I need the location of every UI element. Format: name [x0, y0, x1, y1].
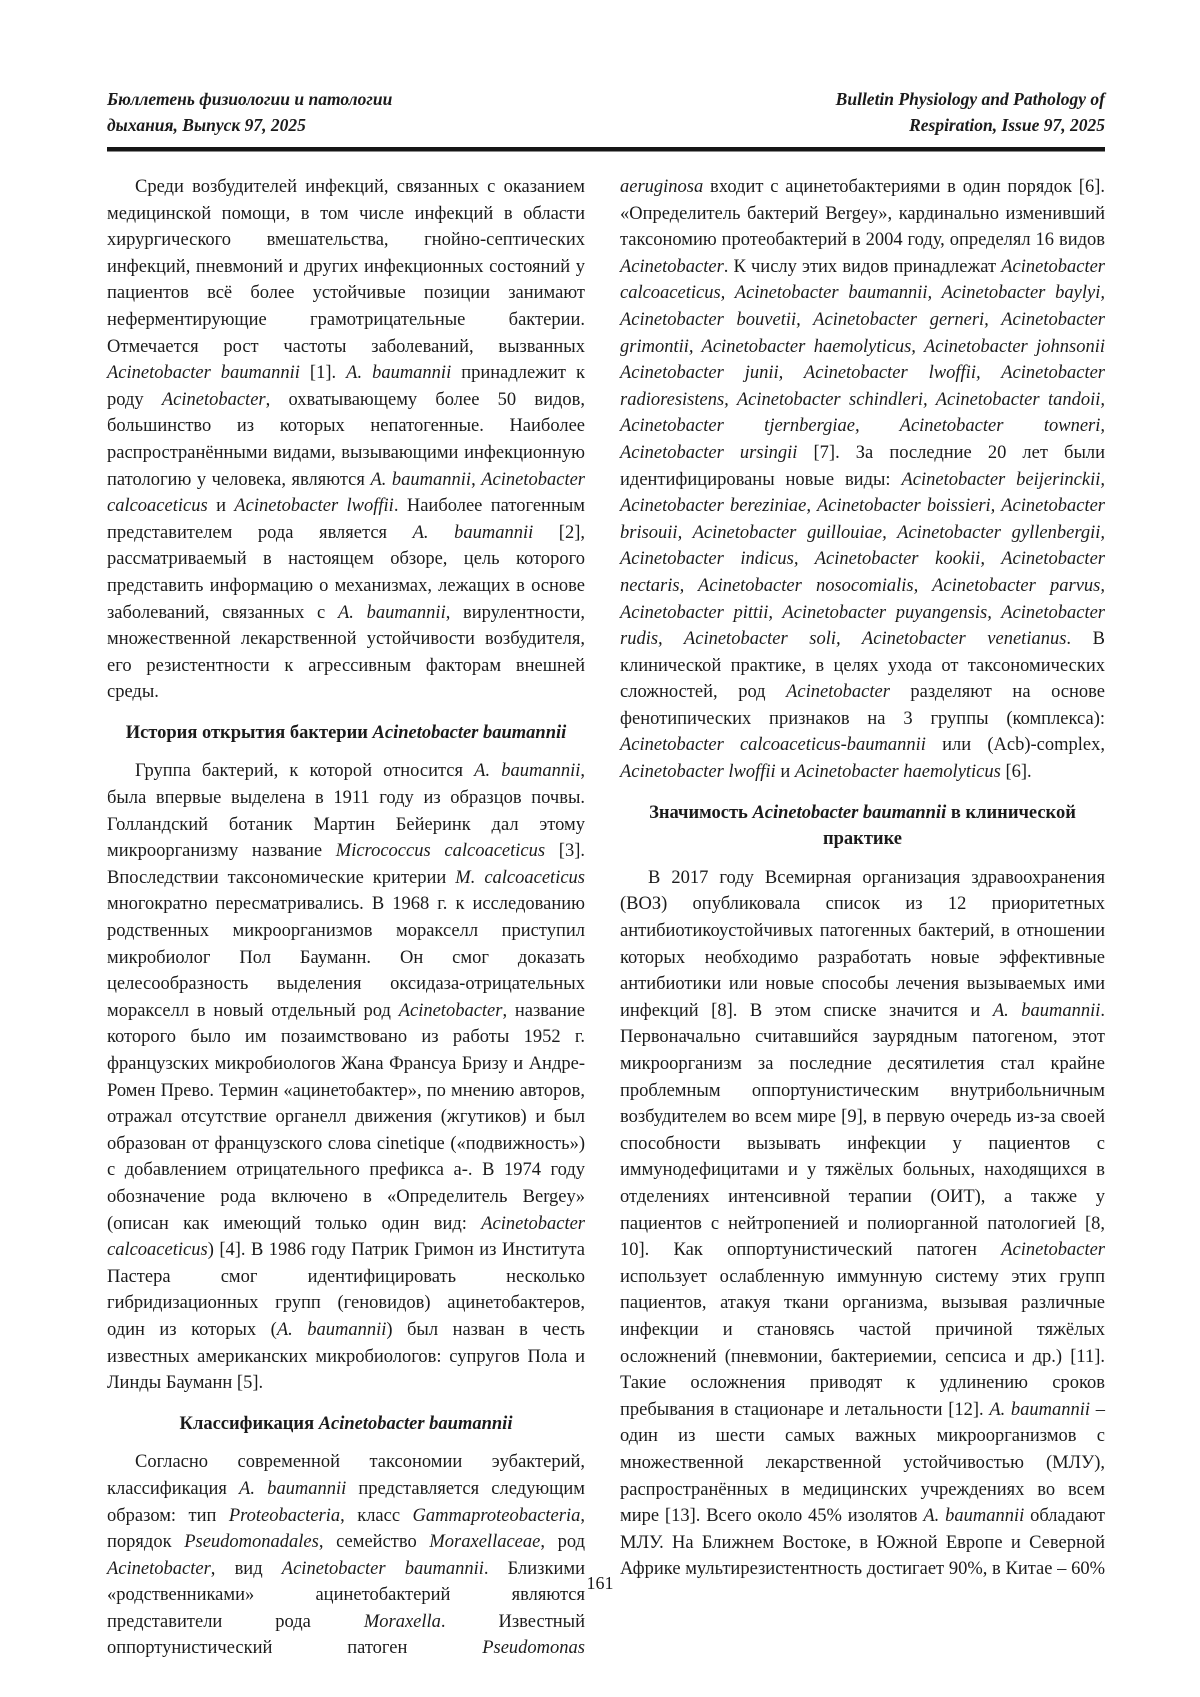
text-run: ) был назван в честь известных американских микробиологов: супругов Пола и Линды Бауманн [5]. [107, 1319, 585, 1394]
text-run-italic: Acinetobacter [1001, 1240, 1105, 1261]
text-run: или (Acb)-complex, [925, 735, 1105, 756]
text-run: [3]. Впоследствии таксономические критерии [107, 841, 585, 888]
text-run-italic: Acinetobacter [786, 682, 890, 703]
section-heading [107, 1411, 585, 1438]
text-run: . В клинической практике, в целях ухода от таксономических сложностей, род [620, 629, 1105, 703]
text-run-italic: A. baumannii [370, 469, 472, 490]
text-run: использует ослабленную иммунную систему этих групп пациентов, атакуя ткани организма, вызывая различные инфекции и становясь частой причиной тяжёлых осложнений (пневмонии, бактериемии, сепсиса и др.) [11]. Такие осложнения приводят к удлинению сроков пребывания в стационаре и летальности [12]. [620, 1266, 1105, 1420]
text-run-italic: Acinetobacter baumannii [281, 1558, 484, 1579]
text-run: , была впервые выделена в 1911 году из образцов почвы. Голландский ботаник Мартин Бейеринк дал этому микроорганизму название [107, 761, 585, 862]
text-run: Значимость [649, 802, 753, 823]
text-run: В 2017 году Всемирная организация здравоохранения (ВОЗ) опубликовала список из 12 приоритетных антибиотикоустойчивых патогенных бактерий, в отношении которых необходимо разработать новые эффективные антибиотики или новые способы лечения вызываемых ими инфекций [8]. В этом списке значится и [620, 867, 1105, 1021]
journal-title-ru-line1: Бюллетень физиологии и патологии [107, 89, 393, 109]
text-run-italic: Acinetobacter calcoaceticus [107, 1213, 585, 1261]
text-run: [1]. [299, 363, 347, 384]
header-rule [107, 147, 1105, 152]
text-run: , вид [210, 1558, 282, 1579]
text-run: . Известный оппортунистический патоген [107, 1611, 586, 1659]
text-run-italic: A. baumannii [239, 1478, 347, 1499]
text-run-italic: Micrococcus calcoaceticus [335, 841, 546, 862]
section-heading [107, 720, 585, 747]
journal-title-en-line1: Bulletin Physiology and Pathology of [835, 89, 1105, 109]
text-run-italic: Acinetobacter calcoaceticus-baumannii [620, 735, 926, 756]
text-run: , название которого было им позаимствовано из работы 1952 г. французских микробиологов Жана Франсуа Бризу и Андре-Ромен Прево. Термин «ацинетобактер», по мнению авторов, отражал отсутствие органелл движения (жгутиков) и был образован от французского слова cinetique («подвижность») с добавлением отрицательного префикса a-. В 1974 году обозначение рода включено в «Определитель Bergey» (описан как имеющий только один вид: [107, 1000, 585, 1234]
text-run-italic: Acinetobacter baumannii [107, 363, 300, 384]
journal-title-ru [107, 86, 392, 138]
text-run-italic: Pseudomonadales [184, 1532, 319, 1553]
column-left [107, 174, 585, 1662]
paragraph [620, 174, 1105, 786]
text-run-italic: Acinetobacter haemolyticus [794, 762, 1001, 783]
text-run-italic: Proteobacteria [228, 1505, 341, 1526]
text-run: Среди возбудителей инфекций, связанных с оказанием медицинской помощи, в том числе инфекций в области хирургического вмешательства, гнойно-септических инфекций, пневмоний и других инфекционных состояний у пациентов всё более устойчивые позиции занимают неферментирующие грамотрицательные бактерии. Отмечается рост частоты заболеваний, вызванных [107, 177, 585, 357]
paragraph [620, 865, 1105, 1583]
text-run: , класс [340, 1505, 413, 1526]
text-run: . Наиболее патогенным представителем рода является [107, 496, 585, 543]
text-run: входит с ацинетобактериями в один порядок [6]. «Определитель бактерий Bergey», кардинально изменивший таксономию протеобактерий в 2004 году, определял 16 видов [620, 177, 1105, 251]
journal-title-en-line2: Respiration, Issue 97, 2025 [909, 115, 1105, 135]
text-run-italic: Acinetobacter [161, 389, 266, 410]
text-run: [7]. За последние 20 лет были идентифицированы новые виды: [620, 442, 1106, 490]
text-run-italic: Acinetobacter [398, 1000, 503, 1021]
text-run-italic: Acinetobacter [620, 256, 724, 277]
text-run: Согласно современной таксономии эубактерий, классификация [107, 1452, 585, 1499]
text-run-italic: Gammaproteobacteria [412, 1505, 581, 1526]
text-run: Группа бактерий, к которой относится [135, 761, 475, 782]
journal-title-en [836, 86, 1105, 138]
text-run-italic: A. baumannii [276, 1319, 387, 1340]
text-run: и [775, 762, 795, 783]
text-run-italic: Moraxella [363, 1611, 441, 1632]
text-run: , [471, 469, 482, 490]
text-run-italic: Acinetobacter lwoffii [234, 496, 394, 517]
text-run-italic: Acinetobacter baumannii [752, 802, 947, 823]
text-run: . Первоначально считавшийся заурядным патогеном, этот микроорганизм за последние десятилетия стал крайне проблемным оппортунистическим внутрибольничным возбудителем во всем мире [9], в первую очередь из-за своей способности вызывать инфекции у пациентов с иммунодефицитами и у тяжёлых больных, находящихся в отделениях интенсивной терапии (ОИТ), а также у пациентов с нейтропенией и полиорганной патологией [8, 10]. Как оппортунистический патоген [620, 1000, 1105, 1261]
text-run: [6]. [1000, 762, 1032, 783]
text-run: . К числу этих видов принадлежат [723, 256, 1002, 277]
text-run: ) [4]. В 1986 году Патрик Гримон из Института Пастера смог идентифицировать несколько гибридизационных групп (геновидов) ацинетобактеров, один из которых ( [107, 1240, 585, 1340]
paragraph [107, 758, 585, 1396]
text-run-italic: A. baumannii [412, 522, 534, 543]
text-run-italic: A. baumannii [992, 1000, 1101, 1021]
text-run: представляется следующим образом: тип [107, 1478, 585, 1526]
text-run: , порядок [107, 1505, 585, 1553]
text-run-italic: A. baumannii [346, 363, 452, 384]
paragraph [107, 174, 585, 706]
text-run: История открытия бактерии [125, 722, 373, 743]
text-run-italic: A. baumannii [923, 1506, 1025, 1527]
text-run-italic: Acinetobacter beijerinckii, Acinetobacter bereziniae, Acinetobacter boissieri, Acinetobacter brisouii, Acinetobacter guillouiae, Acinetobacter gyllenbergii, Acinetobacter indicus, Acinetobacter kookii, Acinetobacter nectaris, Acinetobacter nosocomialis, Acinetobacter parvus, Acinetobacter pittii, Acinetobacter puyangensis, Acinetobacter rudis, Acinetobacter soli, Acinetobacter venetianus [620, 469, 1105, 650]
text-run: многократно пересматривались. В 1968 г. к исследованию родственных микроорганизмов моракселл приступил микробиолог Пол Бауманн. Он смог доказать целесообразность выделения оксидаза-отрицательных моракселл в новый отдельный род [107, 894, 585, 1021]
text-run: , семейство [318, 1532, 430, 1553]
text-run: – один из шести самых важных микроорганизмов с множественной лекарственной устойчивостью (МЛУ), распространённых в медицинских учреждениях во всем мире [13]. Всего около 45% изолятов [620, 1399, 1106, 1527]
text-run: в клинической практике [822, 802, 1076, 850]
text-run: обладают МЛУ. На Ближнем Востоке, в Южной Европе и Северной Африке мультирезистентность достигает 90%, в Китае – 60% [620, 1506, 1106, 1580]
text-run: , род [540, 1532, 585, 1553]
paragraph [107, 1449, 585, 1662]
text-run-italic: aeruginosa [620, 177, 704, 197]
text-run: и [207, 496, 235, 517]
text-run: , охватывающему более 50 видов, большинство из которых непатогенные. Наиболее распространёнными видами, вызывающими инфекционную патологию у человека, являются [107, 389, 585, 490]
section-heading [620, 800, 1105, 853]
text-run-italic: A. baumannii [474, 761, 581, 782]
text-run-italic: Acinetobacter calcoaceticus, Acinetobacter baumannii, Acinetobacter baylyi, Acinetobacter bouvetii, Acinetobacter gerneri, Acinetobacter grimontii, Acinetobacter haemolyticus, Acinetobacter johnsonii Acinetobacter junii, Acinetobacter lwoffii, Acinetobacter radioresistens, Acinetobacter schindleri, Acinetobacter tandoii, Acinetobacter tjernbergiae, Acinetobacter towneri, Acinetobacter ursingii [620, 256, 1105, 463]
text-run: разделяют на основе фенотипических признаков на 3 группы (комплекса): [620, 682, 1105, 729]
text-run-italic: Pseudomonas [482, 1638, 585, 1659]
page-number: 161 [586, 1573, 614, 1593]
text-run: Классификация [179, 1413, 319, 1434]
text-run-italic: A. baumannii [989, 1399, 1091, 1420]
text-run-italic: Acinetobacter calcoaceticus [107, 469, 585, 517]
text-run: [2], рассматриваемый в настоящем обзоре, цель которого представить информацию о механизмах, лежащих в основе заболеваний, связанных с [107, 522, 585, 623]
text-run-italic: Acinetobacter lwoffii [620, 762, 776, 783]
column-right [620, 174, 1105, 1662]
text-run: , вирулентности, множественной лекарственной устойчивости возбудителя, его резистентности к агрессивным факторам внешней среды. [107, 602, 585, 703]
text-run-italic: M. calcoaceticus [455, 867, 585, 888]
text-run: принадлежит к роду [107, 363, 586, 410]
text-run: . Близкими «родственниками» ацинетобактерий являются представители рода [107, 1558, 585, 1632]
text-run-italic: A. baumannii [337, 602, 446, 623]
text-run-italic: Acinetobacter baumannii [372, 722, 567, 743]
article-body [107, 174, 1105, 1662]
text-run-italic: Acinetobacter baumannii [318, 1413, 513, 1434]
text-run-italic: Acinetobacter [107, 1558, 211, 1579]
journal-header [107, 86, 1105, 138]
text-run-italic: Moraxellaceae [429, 1532, 541, 1553]
journal-title-ru-line2: дыхания, Выпуск 97, 2025 [107, 115, 306, 135]
